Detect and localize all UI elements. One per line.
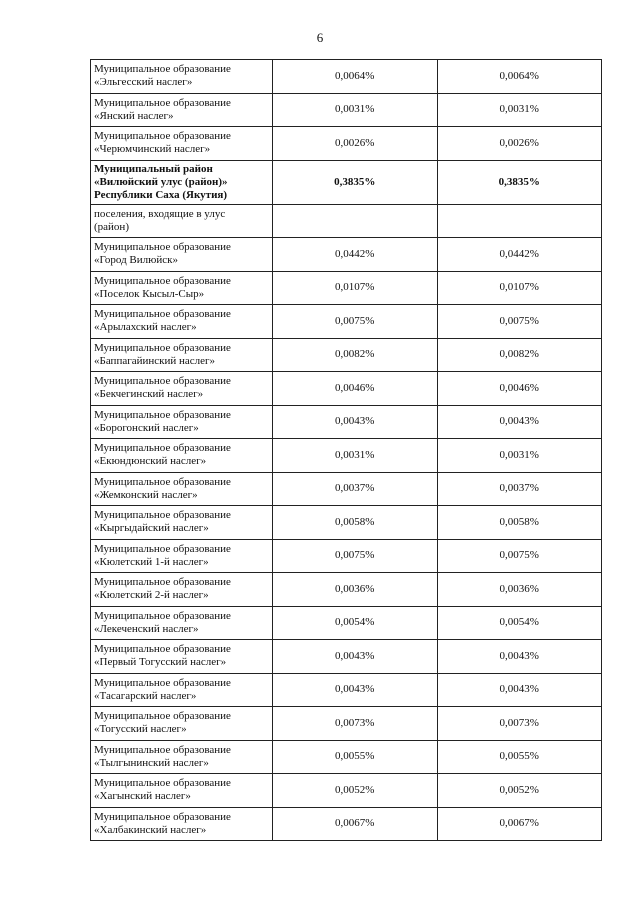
table-row xyxy=(91,127,602,161)
share-value-cell: 0,0064% xyxy=(273,60,438,94)
municipality-name-line: Муниципальное образование xyxy=(94,576,231,589)
share-value-cell-2: 0,0073% xyxy=(437,707,602,741)
share-value-cell: 0,0043% xyxy=(273,405,438,439)
share-value-cell-2: 0,0043% xyxy=(437,673,602,707)
share-value-cell-2: 0,0026% xyxy=(437,127,602,161)
municipality-name-line: «Тогусский наслег» xyxy=(94,723,187,736)
table-row xyxy=(91,204,602,238)
share-value-cell-2: 0,0067% xyxy=(437,807,602,841)
municipality-name-line: «Лекеченский наслег» xyxy=(94,622,199,635)
municipality-name-cell xyxy=(91,127,273,161)
table-row xyxy=(91,573,602,607)
share-value-cell-2: 0,3835% xyxy=(437,160,602,204)
municipality-name-cell xyxy=(91,204,273,238)
allocation-table xyxy=(90,59,602,841)
municipality-name-line: «Халбакинский наслег» xyxy=(94,823,207,836)
table-row xyxy=(91,472,602,506)
table-row xyxy=(91,539,602,573)
share-value-cell-2: 0,0052% xyxy=(437,774,602,808)
municipality-name-line: Муниципальное образование xyxy=(94,130,231,143)
share-value-cell-2: 0,0036% xyxy=(437,573,602,607)
municipality-name-line: «Янский наслег» xyxy=(94,109,174,122)
municipality-name-line: «Первый Тогусский наслег» xyxy=(94,656,227,669)
share-value-cell: 0,0055% xyxy=(273,740,438,774)
municipality-name-line: «Борогонский наслег» xyxy=(94,421,199,434)
municipality-name-line: «Эльгесский наслег» xyxy=(94,76,193,89)
municipality-name-line: «Кюлетский 1-й наслег» xyxy=(94,555,209,568)
municipality-name-cell xyxy=(91,707,273,741)
table-row xyxy=(91,439,602,473)
municipality-name-line: Муниципальное образование xyxy=(94,475,231,488)
municipality-name-line: Муниципальное образование xyxy=(94,375,231,388)
municipality-name-line: «Арылахский наслег» xyxy=(94,321,197,334)
table-row xyxy=(91,93,602,127)
table-row xyxy=(91,338,602,372)
municipality-name-line: (район) xyxy=(94,220,129,233)
share-value-cell: 0,0442% xyxy=(273,238,438,272)
municipality-name-line: Муниципальное образование xyxy=(94,676,231,689)
municipality-name-cell xyxy=(91,405,273,439)
table-row xyxy=(91,160,602,204)
share-value-cell: 0,0026% xyxy=(273,127,438,161)
table-row xyxy=(91,506,602,540)
table-row xyxy=(91,640,602,674)
municipality-name-line: «Вилюйский улус (район)» xyxy=(94,175,228,188)
municipality-name-line: «Кюлетский 2-й наслег» xyxy=(94,589,209,602)
share-value-cell: 0,0052% xyxy=(273,774,438,808)
municipality-name-line: «Поселок Кысыл-Сыр» xyxy=(94,287,205,300)
municipality-name-cell xyxy=(91,573,273,607)
municipality-name-line: «Черюмчинский наслег» xyxy=(94,143,211,156)
share-value-cell-2: 0,0046% xyxy=(437,372,602,406)
share-value-cell-2 xyxy=(437,204,602,238)
share-value-cell: 0,0075% xyxy=(273,539,438,573)
share-value-cell: 0,0036% xyxy=(273,573,438,607)
share-value-cell-2: 0,0043% xyxy=(437,640,602,674)
share-value-cell-2: 0,0054% xyxy=(437,606,602,640)
share-value-cell: 0,0043% xyxy=(273,640,438,674)
share-value-cell: 0,0058% xyxy=(273,506,438,540)
municipality-name-cell xyxy=(91,160,273,204)
municipality-name-line: Муниципальное образование xyxy=(94,509,231,522)
share-value-cell: 0,0031% xyxy=(273,439,438,473)
share-value-cell: 0,0082% xyxy=(273,338,438,372)
table-row xyxy=(91,673,602,707)
municipality-name-line: Муниципальный район xyxy=(94,162,213,175)
municipality-name-line: Муниципальное образование xyxy=(94,442,231,455)
table-row xyxy=(91,238,602,272)
share-value-cell-2: 0,0055% xyxy=(437,740,602,774)
municipality-name-cell xyxy=(91,774,273,808)
share-value-cell: 0,0037% xyxy=(273,472,438,506)
share-value-cell-2: 0,0075% xyxy=(437,305,602,339)
table-row xyxy=(91,372,602,406)
municipality-name-line: «Тасагарский наслег» xyxy=(94,689,197,702)
municipality-name-line: Муниципальное образование xyxy=(94,63,231,76)
municipality-name-cell xyxy=(91,238,273,272)
share-value-cell: 0,0031% xyxy=(273,93,438,127)
municipality-name-cell xyxy=(91,472,273,506)
municipality-name-line: Муниципальное образование xyxy=(94,810,231,823)
share-value-cell-2: 0,0107% xyxy=(437,271,602,305)
share-value-cell-2: 0,0058% xyxy=(437,506,602,540)
share-value-cell xyxy=(273,204,438,238)
allocation-table-body xyxy=(91,60,602,841)
share-value-cell-2: 0,0031% xyxy=(437,93,602,127)
table-row xyxy=(91,707,602,741)
municipality-name-cell xyxy=(91,271,273,305)
municipality-name-line: Муниципальное образование xyxy=(94,710,231,723)
share-value-cell-2: 0,0043% xyxy=(437,405,602,439)
municipality-name-cell xyxy=(91,807,273,841)
municipality-name-cell xyxy=(91,93,273,127)
table-row xyxy=(91,60,602,94)
municipality-name-line: Муниципальное образование xyxy=(94,408,231,421)
municipality-name-line: Муниципальное образование xyxy=(94,542,231,555)
share-value-cell-2: 0,0031% xyxy=(437,439,602,473)
municipality-name-line: Муниципальное образование xyxy=(94,241,231,254)
share-value-cell: 0,0073% xyxy=(273,707,438,741)
share-value-cell: 0,0046% xyxy=(273,372,438,406)
share-value-cell: 0,0054% xyxy=(273,606,438,640)
municipality-name-line: «Жемконский наслег» xyxy=(94,488,198,501)
municipality-name-line: Муниципальное образование xyxy=(94,643,231,656)
municipality-name-cell xyxy=(91,439,273,473)
municipality-name-line: «Город Вилюйск» xyxy=(94,254,178,267)
share-value-cell: 0,0067% xyxy=(273,807,438,841)
municipality-name-line: поселения, входящие в улус xyxy=(94,207,226,220)
share-value-cell-2: 0,0082% xyxy=(437,338,602,372)
table-row xyxy=(91,774,602,808)
share-value-cell-2: 0,0037% xyxy=(437,472,602,506)
municipality-name-cell xyxy=(91,506,273,540)
municipality-name-line: Муниципальное образование xyxy=(94,743,231,756)
share-value-cell-2: 0,0075% xyxy=(437,539,602,573)
municipality-name-line: Республики Саха (Якутия) xyxy=(94,188,228,201)
municipality-name-line: «Баппагайинский наслег» xyxy=(94,354,216,367)
municipality-name-cell xyxy=(91,372,273,406)
page-number: 6 xyxy=(316,30,324,45)
municipality-name-line: Муниципальное образование xyxy=(94,96,231,109)
table-row xyxy=(91,807,602,841)
municipality-name-line: Муниципальное образование xyxy=(94,609,231,622)
share-value-cell: 0,0043% xyxy=(273,673,438,707)
share-value-cell: 0,3835% xyxy=(273,160,438,204)
municipality-name-cell xyxy=(91,606,273,640)
share-value-cell-2: 0,0442% xyxy=(437,238,602,272)
municipality-name-cell xyxy=(91,305,273,339)
municipality-name-line: «Хагынский наслег» xyxy=(94,790,191,803)
municipality-name-cell xyxy=(91,338,273,372)
municipality-name-line: «Екюндюнский наслег» xyxy=(94,455,207,468)
share-value-cell: 0,0107% xyxy=(273,271,438,305)
municipality-name-cell xyxy=(91,60,273,94)
table-row xyxy=(91,740,602,774)
municipality-name-cell xyxy=(91,740,273,774)
municipality-name-line: «Бекчегинский наслег» xyxy=(94,388,204,401)
municipality-name-cell xyxy=(91,539,273,573)
municipality-name-line: Муниципальное образование xyxy=(94,341,231,354)
municipality-name-cell xyxy=(91,673,273,707)
municipality-name-line: «Тылгынинский наслег» xyxy=(94,756,209,769)
share-value-cell: 0,0075% xyxy=(273,305,438,339)
share-value-cell-2: 0,0064% xyxy=(437,60,602,94)
municipality-name-cell xyxy=(91,640,273,674)
table-row xyxy=(91,305,602,339)
municipality-name-line: Муниципальное образование xyxy=(94,777,231,790)
municipality-name-line: «Кыргыдайский наслег» xyxy=(94,522,209,535)
table-row xyxy=(91,606,602,640)
municipality-name-line: Муниципальное образование xyxy=(94,274,231,287)
table-row xyxy=(91,271,602,305)
table-row xyxy=(91,405,602,439)
municipality-name-line: Муниципальное образование xyxy=(94,308,231,321)
